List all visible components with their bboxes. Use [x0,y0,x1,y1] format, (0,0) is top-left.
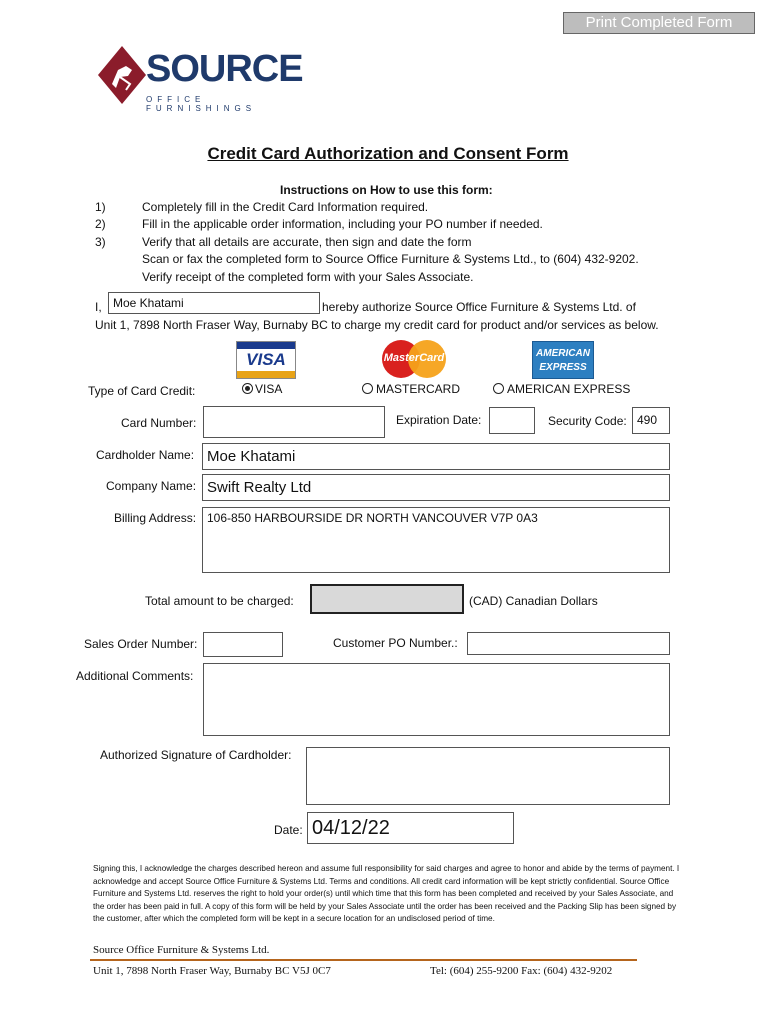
authorizer-name-field[interactable]: Moe Khatami [108,292,320,314]
radio-visa[interactable] [242,383,253,394]
instructions-heading: Instructions on How to use this form: [280,183,493,197]
step-text: Verify that all details are accurate, then sign and date the form [142,235,472,249]
company-name-label: Company Name: [106,479,197,493]
footer-company: Source Office Furniture & Systems Ltd. [93,944,270,956]
customer-po-field[interactable] [467,632,670,655]
logo-wordmark: SOURCE [146,48,303,90]
sales-order-field[interactable] [203,632,283,657]
billing-address-field[interactable]: 106-850 HARBOURSIDE DR NORTH VANCOUVER V7P 0A3 [202,507,670,573]
step-number: 1) [95,200,106,214]
additional-comments-field[interactable] [203,663,670,736]
step-text: Verify receipt of the completed form with your Sales Associate. [142,270,474,284]
cardholder-name-field[interactable]: Moe Khatami [202,443,670,470]
date-field[interactable]: 04/12/22 [307,812,514,844]
logo-diamond-icon [96,44,148,106]
step-number: 3) [95,235,106,249]
sales-order-label: Sales Order Number: [84,637,198,651]
mastercard-logo: MasterCard [382,338,446,380]
card-number-label: Card Number: [121,416,197,430]
total-amount-field[interactable] [310,584,464,614]
footer-address: Unit 1, 7898 North Fraser Way, Burnaby BC V5J 0C7 [93,965,331,977]
authorization-prefix: I, [95,300,102,314]
logo-tagline: OFFICE FURNISHINGS [146,95,257,113]
signature-label: Authorized Signature of Cardholder: [100,748,292,762]
radio-visa-label: VISA [255,382,283,396]
step-text: Scan or fax the completed form to Source Office Furniture & Systems Ltd., to (604) 432-9202. [142,252,639,266]
expiration-date-field[interactable] [489,407,535,434]
authorization-suffix: hereby authorize Source Office Furniture & Systems Ltd. of [322,300,636,314]
total-amount-label: Total amount to be charged: [145,594,294,608]
source-logo [96,44,311,113]
cardholder-name-label: Cardholder Name: [96,448,195,462]
date-label: Date: [274,823,303,837]
authorization-line2: Unit 1, 7898 North Fraser Way, Burnaby BC to charge my credit card for product and/or services as below. [95,318,659,332]
security-code-label: Security Code: [548,414,627,428]
radio-american-express[interactable] [493,383,504,394]
currency-label: (CAD) Canadian Dollars [469,594,598,608]
signature-field[interactable] [306,747,670,805]
amex-logo: AMERICAN EXPRESS [532,341,594,379]
visa-logo: VISA [236,341,296,379]
card-type-label: Type of Card Credit: [88,384,196,398]
footer-rule [90,959,637,961]
step-text: Completely fill in the Credit Card Information required. [142,200,429,214]
footer-contact: Tel: (604) 255-9200 Fax: (604) 432-9202 [430,965,613,977]
additional-comments-label: Additional Comments: [76,669,194,683]
customer-po-label: Customer PO Number.: [333,636,458,650]
radio-mastercard[interactable] [362,383,373,394]
card-number-field[interactable] [203,406,385,438]
step-number: 2) [95,217,106,231]
security-code-field[interactable]: 490 [632,407,670,434]
radio-amex-label: AMERICAN EXPRESS [507,382,631,396]
consent-fine-print: Signing this, I acknowledge the charges described hereon and assume full responsibility for said charges and agree to honor and abide by the terms of payment. I acknowledge and accept Source Office Furniture & Systems Ltd. Terms and conditions. All credit card information will be kept strictly confidential. Source Office Furniture and Systems Ltd. reserves the right to hold your order(s) until which time that this form has been completed and received by your Sales Associate, and the order has been paid in full. A copy of this form will be held by your Sales Associate until the order has been received and the Packing Slip has been signed by the customer, after which the completed form will be kept in a secure location for an undisclosed period of time. [93,864,680,924]
print-completed-form-button[interactable]: Print Completed Form [563,12,755,34]
form-title: Credit Card Authorization and Consent Form [207,144,569,163]
expiration-date-label: Expiration Date: [396,413,482,427]
radio-mastercard-label: MASTERCARD [376,382,461,396]
company-name-field[interactable]: Swift Realty Ltd [202,474,670,501]
step-text: Fill in the applicable order information, including your PO number if needed. [142,217,543,231]
billing-address-label: Billing Address: [114,511,197,525]
